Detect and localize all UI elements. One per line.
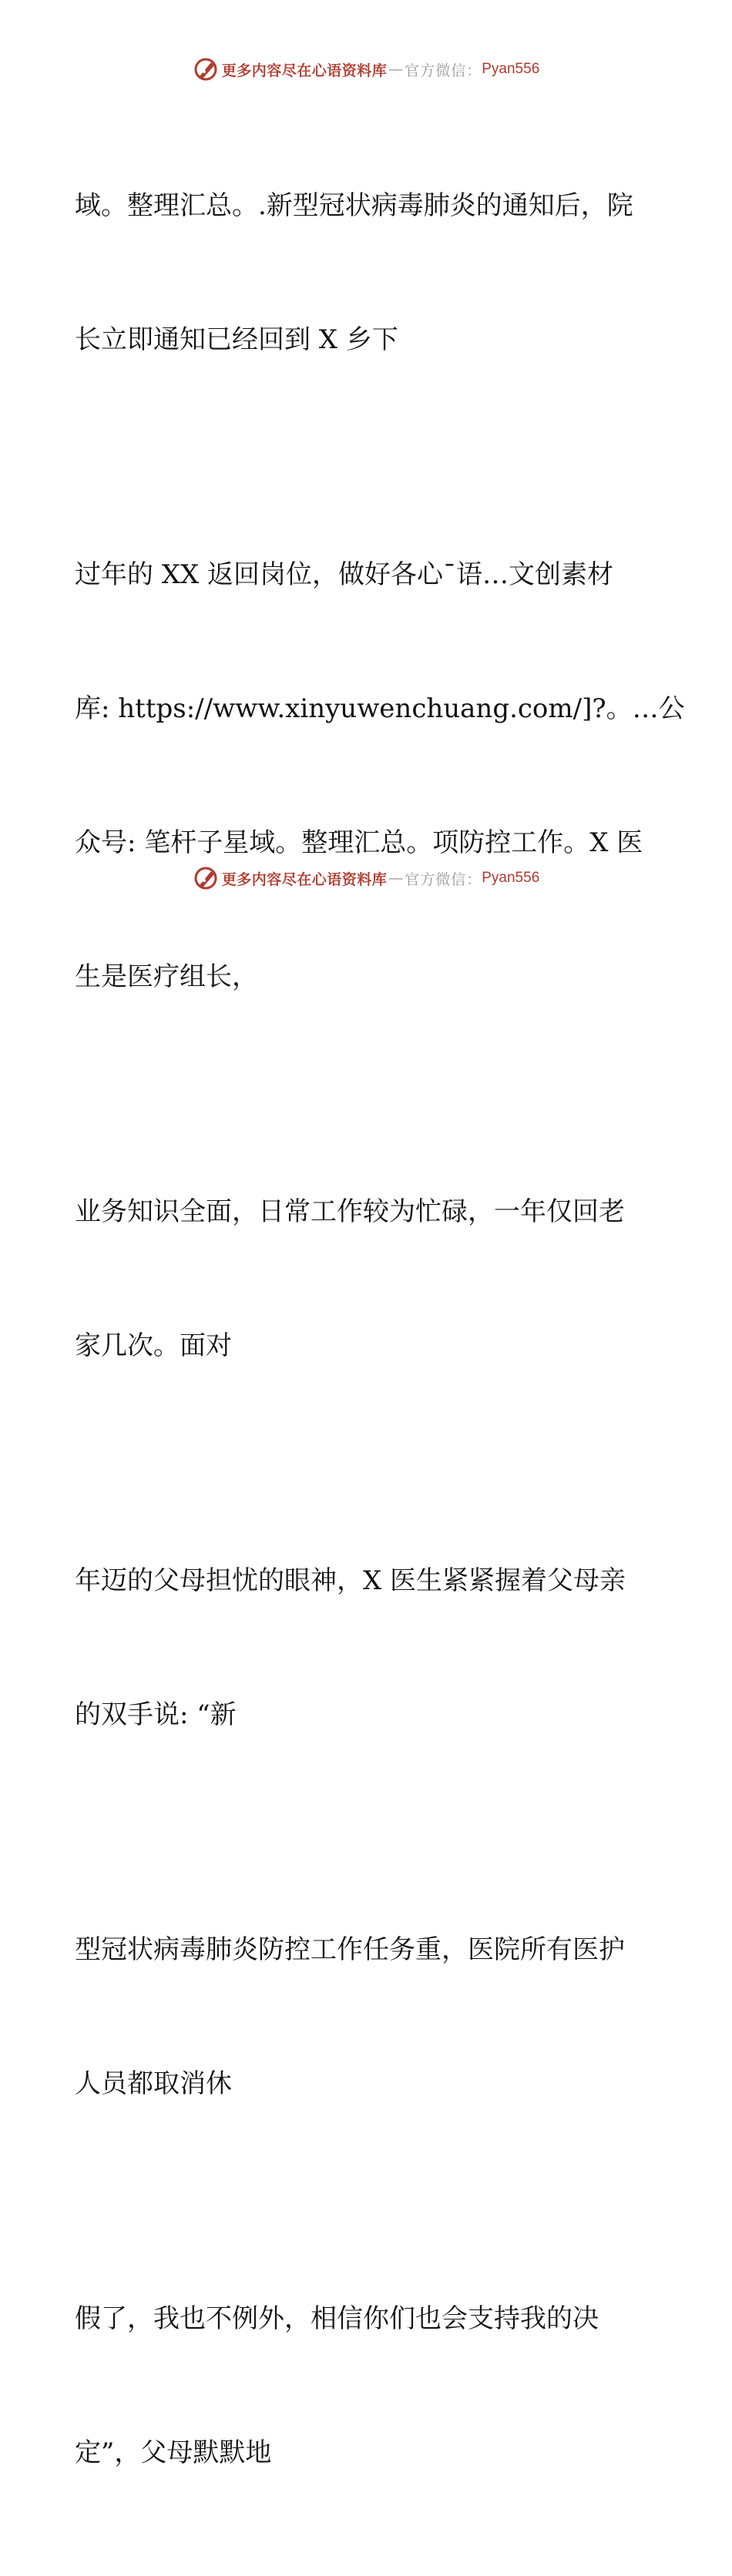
paragraph-5 <box>75 1838 660 2195</box>
text-line: 定”，父母默默地 <box>75 2437 272 2468</box>
banner-wechat-id: Pyan556 <box>482 870 540 886</box>
text-line: 长立即通知已经回到 X 乡下 <box>75 324 398 355</box>
document-body <box>75 94 685 2576</box>
footer-banner <box>0 863 732 894</box>
text-line: 假了，我也不例外，相信你们也会支持我的决 <box>75 2303 599 2334</box>
text-line: 型冠状病毒肺炎防控工作任务重，医院所有医护 <box>75 1934 625 1965</box>
paragraph-4 <box>75 1469 660 1826</box>
pen-seal-logo-icon <box>193 865 219 891</box>
text-line: 生是医疗组长， <box>75 961 258 992</box>
text-line: 的双手说: “新 <box>75 1699 237 1730</box>
banner-official-label: 官方微信： <box>405 62 482 79</box>
text-line: 库: https://www.xinyuwenchuang.com/]?。…公 <box>75 693 685 724</box>
pen-seal-logo-icon <box>193 56 219 82</box>
paragraph-1 <box>75 94 660 451</box>
paragraph-2 <box>75 463 685 1088</box>
text-line: 业务知识全面，日常工作较为忙碌，一年仅回老 <box>75 1196 625 1227</box>
banner-separator: — <box>388 61 404 78</box>
paragraph-6 <box>75 2207 660 2564</box>
banner-official-label: 官方微信： <box>405 870 482 888</box>
paragraph-3 <box>75 1100 660 1457</box>
banner-separator: — <box>388 870 404 887</box>
text-line: 年迈的父母担忧的眼神，X 医生紧紧握着父母亲 <box>75 1565 626 1596</box>
text-line: 家几次。面对 <box>75 1330 232 1361</box>
text-line: 众号: 笔杆子星域。整理汇总。项防控工作。X 医 <box>75 827 643 858</box>
header-banner <box>0 54 732 85</box>
banner-brand: 更多内容尽在心语资料库 <box>221 62 388 79</box>
text-line: 过年的 XX 返回岗位，做好各心¯语…文创素材 <box>75 559 614 590</box>
banner-brand: 更多内容尽在心语资料库 <box>221 870 388 888</box>
text-line: 域。整理汇总。.新型冠状病毒肺炎的通知后，院 <box>75 190 633 221</box>
text-line: 人员都取消休 <box>75 2068 232 2099</box>
banner-wechat-id: Pyan556 <box>482 61 540 77</box>
